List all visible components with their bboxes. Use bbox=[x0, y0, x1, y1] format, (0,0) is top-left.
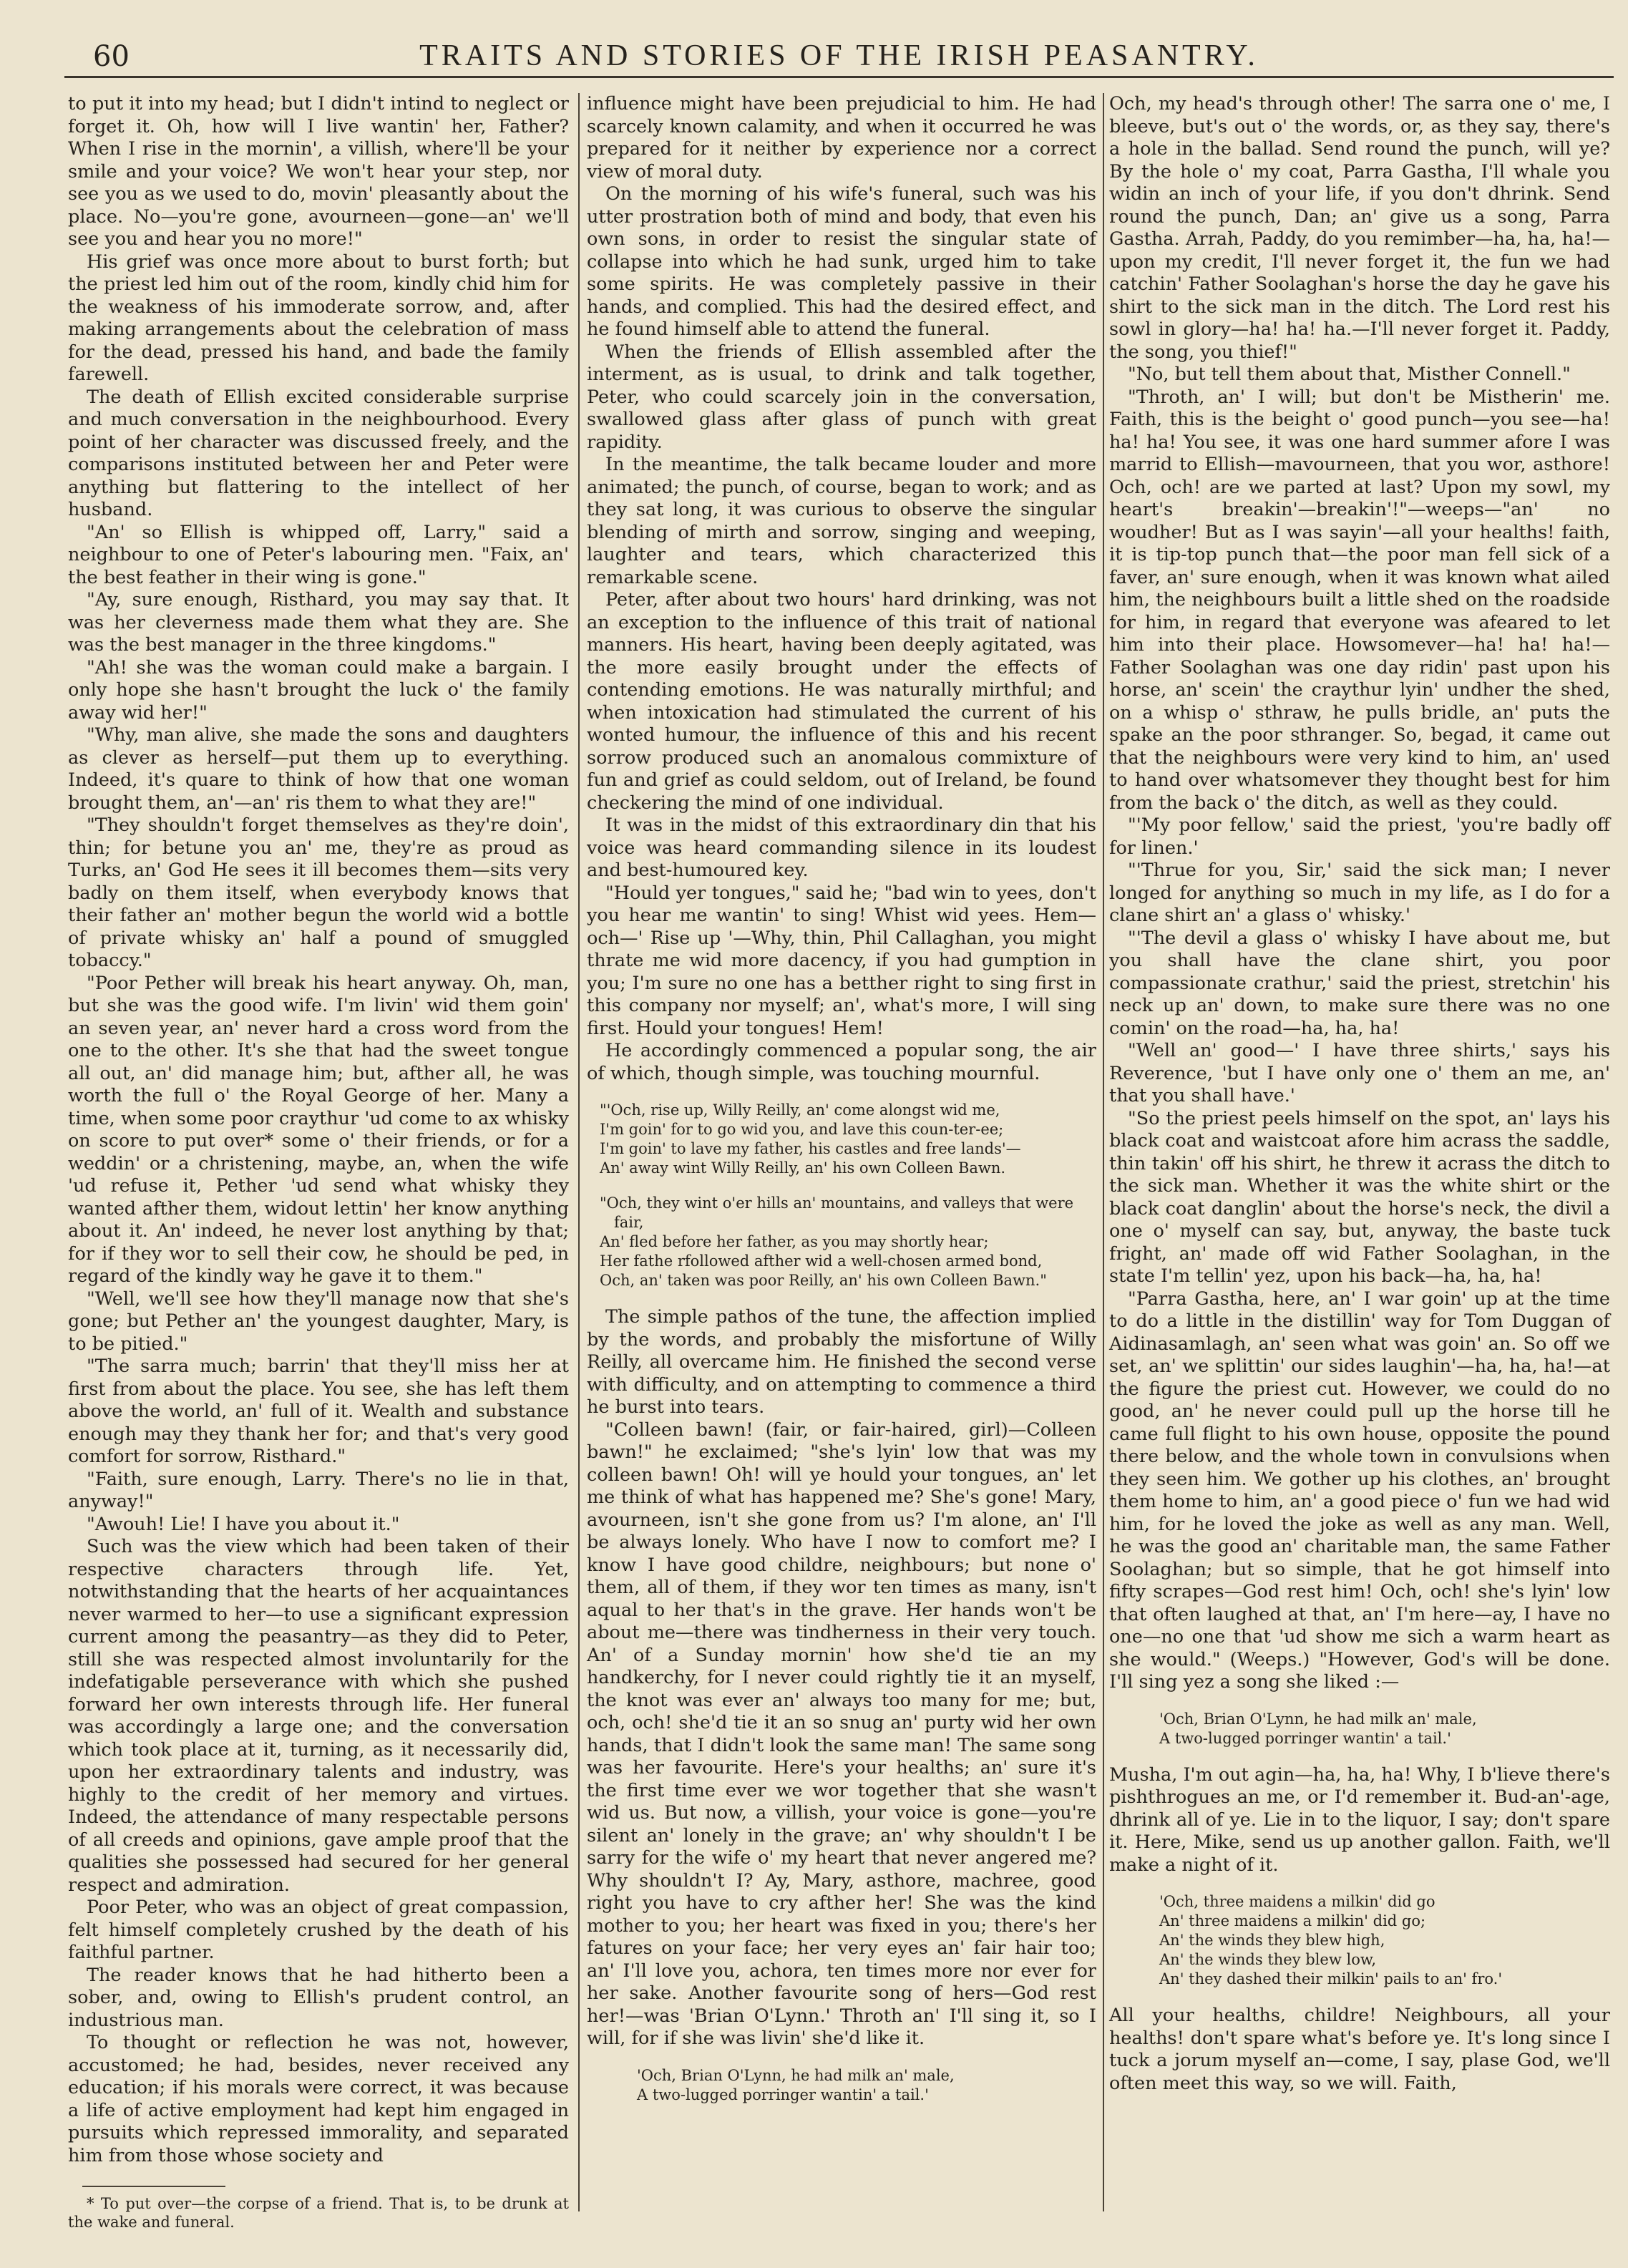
verse-line: An' three maidens a milkin' did go; bbox=[1159, 1912, 1426, 1929]
verse-line: I'm goin' to lave my father, his castles and free lands'— bbox=[600, 1140, 1021, 1157]
paragraph: In the meantime, the talk became louder and more animated; the punch, of course, began to work; and as they sat long, it was curious to observe the singular blending of mirth and sorrow, singing and weeping, laughter and tears, which characterized this remarkable scene. bbox=[587, 454, 1096, 588]
paragraph: "Parra Gastha, here, an' I war goin' up at the time to do a little in the distillin' way for Tom Duggan of Aidinasamlagh, an' seen what was goin' an. So off we set, an' we splittin' our sides laughin'—ha, ha, ha!—at the figure the priest cut. However, we could do no good, an' he never could pull up the horse till he came full flight to his own house, opposite the pound there below, and the whole town in convulsions when they seen him. We gother up his clothes, an' brought them home to him, an' a good piece o' fun we had wid him, for he loved the joke as well as any man. Well, he was the good an' charitable man, the same Father Soolaghan; but so simple, that he got himself into fifty scrapes—God rest him! Och, och! she's lyin' low that often laughed at that, an' I'm here—ay, I have no one—no one that 'ud show me sich a warm heart as she would." (Weeps.) "However, God's will be done. I'll sing yez a song she liked :— bbox=[1109, 1288, 1610, 1693]
verse-block bbox=[637, 2066, 1086, 2105]
verse-line: An' the winds they blew high, bbox=[1159, 1932, 1385, 1949]
paragraph: "No, but tell them about that, Misther Connell." bbox=[1128, 364, 1571, 385]
verse-line: A two-lugged porringer wantin' a tail.' bbox=[637, 2086, 929, 2103]
paragraph: "'Thrue for you, Sir,' said the sick man; I never longed for anything so much in my life, as I do for a clane shirt an' a glass o' whisky.' bbox=[1109, 860, 1610, 926]
paragraph: He accordingly commenced a popular song, the air of which, though simple, was touching mournful. bbox=[587, 1040, 1096, 1084]
text-column-1 bbox=[68, 93, 569, 2231]
paragraph: "Throth, an' I will; but don't be Mistherin' me. Faith, this is the beight o' good punch—you see—ha! ha! ha! You see, it was one hard summer afore I was marrid to Ellish—mavourneen, that you wor, asthore! Och, och! are we parted at last? Upon my sowl, my heart's breakin'—breakin'!"—weeps—"an' no woudher! But as I was sayin'—all your healths! faith, it is tip-top punch that—the poor man fell sick of a faver, an' sure enough, when it was known what ailed him, the neighbours built a little shed on the roadside for him, in regard that everyone was afeared to let him into their place. Howsomever—ha! ha! ha!—Father Soolaghan was one day ridin' past upon his horse, an' scein' the craythur lyin' undher the shed, on a whisp o' sthraw, he pulls bridle, an' puts the spake an the poor sthranger. So, begad, it came out that the neighbours were very kind to him, an' used to hand over whatsomever they thought best for him from the back o' the ditch, as well as they could. bbox=[1109, 386, 1610, 814]
paragraph: Peter, after about two hours' hard drinking, was not an exception to the influence of this trait of national manners. His heart, having been deeply agitated, was the more easily brought under the effects of contending emotions. He was naturally mirthful; and when intoxication had stimulated the current of his wonted humour, the influence of this and his recent sorrow produced such an anomalous commixture of fun and grief as could seldom, out of Ireland, be found checkering the mind of one individual. bbox=[587, 589, 1096, 814]
paragraph: "Ay, sure enough, Risthard, you may say that. It was her cleverness made them what they are. She was the best manager in the three kingdoms." bbox=[68, 589, 569, 656]
verse-line: Her fathe rfollowed afther wid a well-chosen armed bond, bbox=[600, 1252, 1043, 1270]
text-column-3 bbox=[1109, 93, 1610, 2211]
verse-line: I'm goin' for to go wid you, and lave this coun-ter-ee; bbox=[600, 1121, 1004, 1138]
paragraph: "Ah! she was the woman could make a bargain. I only hope she hasn't brought the luck o' the family away wid her!" bbox=[68, 656, 569, 724]
paragraph: "'My poor fellow,' said the priest, 'you're badly off for linen.' bbox=[1109, 814, 1610, 859]
verse-line: 'Och, Brian O'Lynn, he had milk an' male, bbox=[637, 2066, 955, 2084]
verse-line: An' fled before her father, as you may shortly hear; bbox=[600, 1233, 989, 1250]
paragraph: To thought or reflection he was not, however, accustomed; he had, besides, never received any education; if his morals were correct, it was because a life of active employment had kept him engaged in pursuits which repressed immorality, and separated him from those whose society and bbox=[68, 2032, 569, 2166]
page-number: 60 bbox=[93, 40, 130, 73]
paragraph: "They shouldn't forget themselves as they're doin', thin; for betune you an' me, they're as proud as Turks, an' God He sees it ill becomes them—sits very badly on them itself, when everybody knows that their father an' mother begun the world wid a bottle of private whisky an' half a pound of smuggled tobaccy." bbox=[68, 814, 569, 971]
paragraph: Poor Peter, who was an object of great compassion, felt himself completely crushed by the death of his faithful partner. bbox=[68, 1897, 569, 1963]
verse-block bbox=[600, 1194, 1086, 1290]
paragraph: "Faith, sure enough, Larry. There's no lie in that, anyway!" bbox=[68, 1468, 569, 1512]
paragraph: The death of Ellish excited considerable surprise and much conversation in the neighbourhood. Every point of her character was discussed freely, and the comparisons instituted between her and Peter were anything but flattering to the intellect of her husband. bbox=[68, 386, 569, 520]
footnote-rule bbox=[82, 2186, 225, 2187]
paragraph: "Hould yer tongues," said he; "bad win to yees, don't you hear me wantin' to sing! Whist wid yees. Hem—och—' Rise up '—Why, thin, Phil Callaghan, you might thrate me wid more dacency, if you had gumption in you; I'm sure no one has a betther right to sing first in this company nor myself; an', what's more, I will sing first. Hould your tongues! Hem! bbox=[587, 882, 1096, 1039]
column-divider bbox=[578, 93, 580, 2211]
running-title: TRAITS AND STORIES OF THE IRISH PEASANTRY. bbox=[419, 39, 1259, 72]
verse-block bbox=[1159, 1710, 1600, 1748]
paragraph: When the friends of Ellish assembled after the interment, as is usual, to drink and talk together, Peter, who could scarcely join in the conversation, swallowed glass after glass of punch with great rapidity. bbox=[587, 341, 1096, 453]
paragraph: The reader knows that he had hitherto been a sober, and, owing to Ellish's prudent control, an industrious man. bbox=[68, 1964, 569, 2031]
paragraph: Such was the view which had been taken of their respective characters through life. Yet, notwithstanding that the hearts of her acquaintances never warmed to her—to use a significant expression current among the peasantry—as they did to Peter, still she was respected almost involuntarily for the indefatigable perseverance with which she pushed forward her own interests through life. Her funeral was accordingly a large one; and the conversation which took place at it, turning, as it necessarily did, upon her extraordinary talents and industry, was highly to the credit of her memory and virtues. Indeed, the attendance of many respectable persons of all creeds and opinions, gave ample proof that the qualities she possessed had secured for her general respect and admiration. bbox=[68, 1536, 569, 1896]
verse-line: 'Och, three maidens a milkin' did go bbox=[1159, 1893, 1436, 1910]
paragraph: to put it into my head; but I didn't intind to neglect or forget it. Oh, how will I live wantin' her, Father? When I rise in the mornin', a villish, where'll be your smile and your voice? We won't hear your step, nor see you as we used to do, movin' pleasantly about the place. No—you're gone, avourneen—gone—an' we'll see you and hear you no more!" bbox=[68, 93, 569, 250]
text-column-2 bbox=[587, 93, 1096, 2211]
verse-line: An' away wint Willy Reilly, an' his own Colleen Bawn. bbox=[600, 1159, 1006, 1177]
verse-line: "Och, they wint o'er hills an' mountains, and valleys that were fair, bbox=[600, 1194, 1074, 1231]
paragraph: "So the priest peels himself on the spot, an' lays his black coat and waistcoat afore him acrass the saddle, thin takin' off his shirt, he threw it acrass the ditch to the sick man. Whether it was the white shirt or the black coat danglin' about the horse's neck, the divil a one o' myself can say, but, anyway, the baste tuck fright, an' made off wid Father Soolaghan, in the state I'm tellin' yez, upon his back—ha, ha, ha! bbox=[1109, 1107, 1610, 1287]
verse-line: An' the winds they blew low, bbox=[1159, 1951, 1377, 1968]
paragraph: His grief was once more about to burst forth; but the priest led him out of the room, kindly chid him for the weakness of his immoderate sorrow, and, after making arrangements about the celebration of mass for the dead, pressed his hand, and bade the family farewell. bbox=[68, 250, 569, 385]
paragraph: "Awouh! Lie! I have you about it." bbox=[87, 1513, 400, 1535]
paragraph: The simple pathos of the tune, the affection implied by the words, and probably the misfortune of Willy Reilly, all overcame him. He finished the second verse with difficulty, and on attempting to commence a third he burst into tears. bbox=[587, 1306, 1096, 1418]
paragraph: It was in the midst of this extraordinary din that his voice was heard commanding silence in its loudest and best-humoured key. bbox=[587, 814, 1096, 881]
paragraph: Och, my head's through other! The sarra one o' me, I bleeve, but's out o' the words, or, as they say, there's a hole in the ballad. Send round the punch, will ye? By the hole o' my coat, Parra Gastha, I'll whale you widin an inch of your life, if you don't dhrink. Send round the punch, Dan; an' give us a song, Parra Gastha. Arrah, Paddy, do you remimber—ha, ha, ha!—upon my credit, I'll never forget it, the fun we had catchin' Father Soolaghan's horse the day he gave his shirt to the sick man in the ditch. The Lord rest his sowl in glory—ha! ha! ha.—I'll never forget it. Paddy, the song, you thief!" bbox=[1109, 93, 1610, 363]
page-header bbox=[64, 36, 1614, 78]
paragraph: All your healths, childre! Neighbours, all your healths! don't spare what's before ye. It's long since I tuck a jorum myself an—come, I say, plase God, we'll often meet this way, so we will. Faith, bbox=[1109, 2005, 1610, 2094]
verse-block bbox=[1159, 1892, 1600, 1989]
paragraph: "Well, we'll see how they'll manage now that she's gone; but Pether an' the youngest daughter, Mary, is to be pitied." bbox=[68, 1288, 569, 1355]
verse-block bbox=[600, 1101, 1086, 1178]
paragraph: On the morning of his wife's funeral, such was his utter prostration both of mind and body, that even his own sons, in order to resist the singular state of collapse into which he had sunk, urged him to take some spirits. He was completely passive in their hands, and complied. This had the desired effect, and he found himself able to attend the funeral. bbox=[587, 183, 1096, 340]
paragraph: "Why, man alive, she made the sons and daughters as clever as herself—put them up to everything. Indeed, it's quare to think of how that one woman brought them, an'—an' ris them to what they are!" bbox=[68, 724, 569, 814]
paragraph: "An' so Ellish is whipped off, Larry," said a neighbour to one of Peter's labouring men. "Faix, an' the best feather in their wing is gone." bbox=[68, 521, 569, 588]
footnote: * To put over—the corpse of a friend. That is, to be drunk at the wake and funeral. bbox=[68, 2195, 569, 2231]
verse-line: "'Och, rise up, Willy Reilly, an' come alongst wid me, bbox=[600, 1101, 1000, 1119]
verse-line: Och, an' taken was poor Reilly, an' his own Colleen Bawn." bbox=[600, 1272, 1047, 1289]
paragraph: influence might have been prejudicial to him. He had scarcely known calamity, and when it occurred he was prepared for it neither by experience nor a correct view of moral duty. bbox=[587, 93, 1096, 182]
paragraph: "Well an' good—' I have three shirts,' says his Reverence, 'but I have only one o' them an me, an' that you shall have.' bbox=[1109, 1040, 1610, 1106]
paragraph: "Poor Pether will break his heart anyway. Oh, man, but she was the good wife. I'm livin' wid them goin' an seven year, an' never hard a cross word from the one to the other. It's she that had the sweet tongue all out, an' did manage him; but, afther all, he was worth the full o' the Royal George of her. Many a time, when some poor craythur 'ud come to ax whisky on score to put over* some o' their friends, or for a weddin' or a christening, maybe, an, when the wife 'ud refuse it, Pether 'ud send what whisky they wanted afther them, widout lettin' her know anything about it. An' indeed, he never lost anything by that; for if they wor to sell their cow, he should be ped, in regard of the kindly way he gave it to them." bbox=[68, 972, 569, 1287]
column-divider bbox=[1103, 93, 1104, 2211]
verse-line: An' they dashed their milkin' pails to an' fro.' bbox=[1159, 1970, 1503, 1987]
paragraph: Musha, I'm out agin—ha, ha, ha! Why, I b'lieve there's pishthrogues an me, or I'd remember it. Bud-an'-age, dhrink all of ye. Lie in to the liquor, I say; don't spare it. Here, Mike, send us up another gallon. Faith, we'll make a night of it. bbox=[1109, 1763, 1610, 1876]
paragraph: "'The devil a glass o' whisky I have about me, but you shall have the clane shirt, you poor compassionate crathur,' said the priest, stretchin' his neck up an' down, to make sure there was no one comin' on the road—ha, ha, ha! bbox=[1109, 927, 1610, 1039]
paragraph: "Colleen bawn! (fair, or fair-haired, girl)—Colleen bawn!" he exclaimed; "she's lyin' low that was my colleen bawn! Oh! will ye hould your tongues, an' let me think of what has happened me? She's gone! Mary, avourneen, isn't she gone from us? I'm alone, an' I'll be always lonely. Who have I now to comfort me? I know I have good childre, neighbours; but none o' them, all of them, if they wor ten times as many, isn't aqual to her that's in the grave. Her hands won't be about me—there was tindherness in their very touch. An' of a Sunday mornin' how she'd tie an my handkerchy, for I never could rightly tie it an myself, the knot was ever an' always too many for me; but, och, och! she'd tie it an so snug an' purty wid her own hands, that I didn't look the same man! The same song was her favourite. Here's your healths; an' sure it's the first time ever we wor together that she wasn't wid us. But now, a villish, your voice is gone—you're silent an' lonely in the grave; an' why shouldn't I be sarry for the wife o' my heart that never angered me? Why shouldn't I? Ay, Mary, asthore, machree, good right you have to cry afther her! She was the kind mother to you; her heart was fixed in you; there's her fatures on your face; her very eyes an' fair hair too; an' I'll love you, achora, ten times more nor ever for her sake. Another favourite song of hers—God rest her!—was 'Brian O'Lynn.' Throth an' I'll sing it, so I will, for if she was livin' she'd like it. bbox=[587, 1418, 1096, 2049]
paragraph: "The sarra much; barrin' that they'll miss her at first from about the place. You see, she has left them above the world, an' full of it. Wealth and substance enough may they thank her for; and that's very good comfort for sorrow, Risthard." bbox=[68, 1356, 569, 1467]
verse-line: 'Och, Brian O'Lynn, he had milk an' male, bbox=[1159, 1710, 1477, 1728]
verse-line: A two-lugged porringer wantin' a tail.' bbox=[1159, 1729, 1451, 1747]
